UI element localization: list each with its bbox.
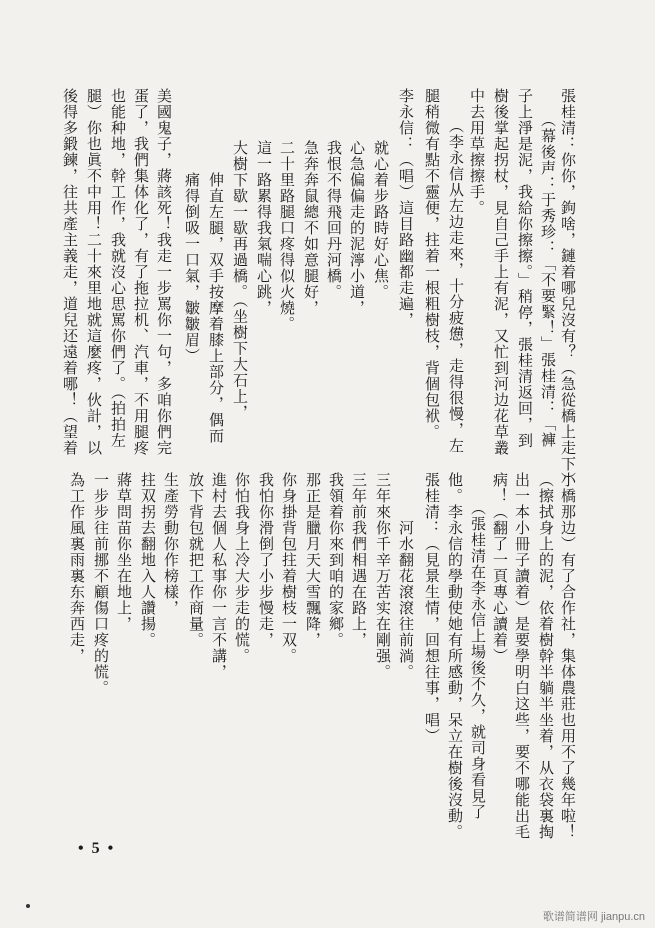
upper-column-15: 大樹下歇一歇再過橋。（坐樹下大石上， — [231, 140, 249, 421]
upper-column-8: 李永信：（唱）這目路幽都走遍， — [397, 88, 415, 328]
lower-column-13: 你身掛背包拄着樹枝一双。 — [280, 472, 298, 664]
lower-column-11: 我領着你來到咱的家鄉。 — [327, 472, 345, 648]
upper-column-10: 心急偏偏走的泥濘小道， — [348, 140, 366, 316]
upper-column-12: 急奔奔鼠總不如意腿好， — [302, 140, 320, 316]
upper-column-13: 二十里路腿口疼得似火燒。 — [278, 140, 296, 332]
lower-column-16: 進村去個人私事你一言不講， — [210, 472, 228, 680]
lower-column-14: 我怕你滑倒了小步慢走， — [257, 472, 275, 648]
upper-column-14: 這一路累得我氣喘心跳， — [255, 140, 273, 316]
upper-column-9: 就心着步路時好心焦。 — [372, 140, 390, 300]
lower-column-17: 放下背包就把工作商量。 — [187, 472, 205, 648]
upper-column-3: 子上淨是泥，我給你擦擦。」稍停，張桂清返回，到 — [516, 88, 534, 449]
upper-column-2: （幕後声：于秀珍：「不要緊！」張桂清：「褲 — [539, 112, 557, 448]
lower-column-12: 那正是臘月天大雪飄降， — [304, 472, 322, 648]
upper-column-22: 後得多鍛鍊，往共產主義走，道兒还遠着哪！（望着 — [61, 88, 79, 456]
lower-column-9: 三年來你千辛万苦实在剛强。 — [374, 472, 392, 680]
upper-column-7: 腿稍微有點不靈便，拄着一根粗樹枝，背個包袱。 — [423, 88, 441, 440]
lower-column-20: 蔣草問苗你坐在地上， — [115, 472, 133, 632]
scan-speck — [26, 904, 30, 908]
lower-column-19: 拄双拐去翻地入人讚揚。 — [139, 472, 157, 648]
upper-column-20: 也能种地，幹工作，我就沒心思罵你們了。（拍拍左 — [109, 88, 127, 449]
lower-column-18: 生產勞動你作榜樣， — [162, 472, 180, 616]
lower-column-6: 他。李永信的學動使她有所感動，呆立在樹後沒動。 — [446, 472, 464, 840]
watermark: 歌谱简谱网 jianpu.cn — [542, 911, 645, 923]
lower-column-5: （張桂清在李永信上場後不久，就司身看見了 — [469, 500, 487, 820]
upper-column-17: 痛得倒吸一口氣，皺皺眉） — [183, 172, 201, 364]
lower-column-4: 病！（翻了一頁專心讀着） — [491, 472, 509, 664]
upper-column-6: （李永信从左边走來，十分疲憊，走得很慢，左 — [447, 118, 465, 454]
lower-column-10: 三年前我們相遇在路上， — [350, 472, 368, 648]
lower-column-22: 為工作風裏雨裏东奔西走， — [68, 472, 86, 664]
upper-column-19: 蛋了，我們集体化了，有了拖拉机、汽車，不用腿疼 — [132, 88, 150, 456]
upper-column-18: 美國鬼子，蔣該死！我走一步罵你一句，多咱你們完 — [155, 88, 173, 456]
upper-column-4: 樹後掌起拐杖，見自己手上有泥，又忙到河边花草叢 — [492, 88, 510, 456]
upper-column-1: 張桂清：你你，鉤啥，鏈着哪兒沒有？（急從橋上走下） — [559, 88, 577, 488]
lower-column-7: 張桂清：（見景生情，回想往事，唱） — [423, 472, 441, 744]
lower-column-2: （擦拭身上的泥，依着樹幹半躺半坐着，从衣袋裏掏 — [537, 472, 555, 840]
lower-column-1: 小橋那边）有了合作社，集体農莊也用不了幾年啦！ — [559, 472, 577, 840]
page-number: • 5 • — [78, 840, 116, 857]
lower-column-21: 一步步往前挪不顧傷口疼的慌。 — [92, 472, 110, 696]
lower-column-8: 河水翻花滾滾往前淌。 — [397, 520, 415, 680]
upper-column-21: 腿）你也眞不中用！二十來里地就這麼疼，伙計，以 — [85, 88, 103, 456]
upper-column-16: 伸直左腿，双手按摩着膝上部分，偶而 — [207, 172, 225, 444]
lower-column-3: 出一本小冊子讀着）是要學明白这些，要不哪能出毛 — [513, 472, 531, 840]
upper-column-11: 我恨不得飛回丹河橋。 — [325, 140, 343, 300]
lower-column-15: 你怕我身上冷大步走的慌。 — [233, 472, 251, 664]
upper-column-5: 中去用草擦擦手。 — [468, 88, 486, 216]
